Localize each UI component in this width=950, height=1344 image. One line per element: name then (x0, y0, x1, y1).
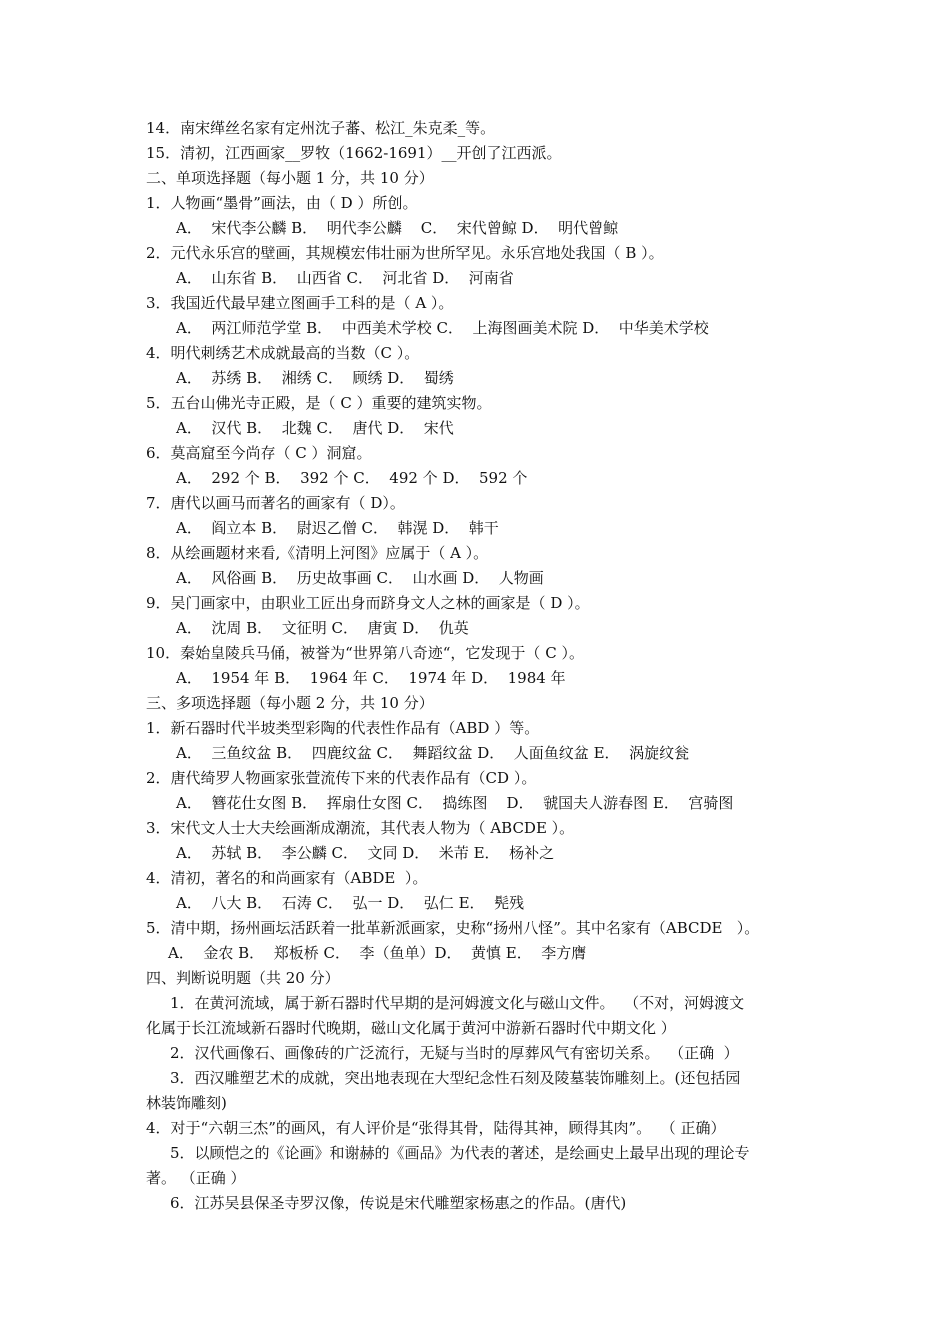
answer-options: A． 簪花仕女图 B． 挥扇仕女图 C． 捣练图 D． 虢国夫人游春图 E． 宫骑图 (176, 794, 734, 812)
statement: 2．汉代画像石、画像砖的广泛流行，无疑与当时的厚葬风气有密切关系。 （正确 ） (170, 1044, 739, 1062)
statement-continued: 林装饰雕刻) (146, 1094, 227, 1112)
question: 2．唐代绮罗人物画家张萱流传下来的代表作品有（CD ）。 (146, 769, 537, 787)
question: 10．秦始皇陵兵马俑，被誉为“世界第八奇迹“，它发现于（ C ）。 (146, 644, 584, 662)
section-heading: 四、判断说明题（共 20 分） (146, 969, 340, 987)
statement: 3．西汉雕塑艺术的成就，突出地表现在大型纪念性石刻及陵墓装饰雕刻上。(还包括园 (170, 1069, 741, 1087)
statement: 4．对于“六朝三杰”的画风，有人评价是“张得其骨，陆得其神，顾得其肉”。 （ 正确） (146, 1119, 726, 1137)
question: 3．宋代文人士大夫绘画渐成潮流，其代表人物为（ ABCDE ）。 (146, 819, 575, 837)
question: 8．从绘画题材来看,《清明上河图》应属于（ A ）。 (146, 544, 489, 562)
answer-options: A． 宋代李公麟 B． 明代李公麟 C． 宋代曾鲸 D． 明代曾鲸 (176, 219, 619, 237)
question: 7．唐代以画马而著名的画家有（ D）。 (146, 494, 405, 512)
answer-options: A． 阎立本 B． 尉迟乙僧 C． 韩滉 D． 韩干 (176, 519, 499, 537)
answer-options: A． 苏轼 B． 李公麟 C． 文同 D． 米芾 E． 杨补之 (176, 844, 555, 862)
answer-options: A． 苏绣 B． 湘绣 C． 顾绣 D． 蜀绣 (176, 369, 454, 387)
answer-options: A． 汉代 B． 北魏 C． 唐代 D． 宋代 (176, 419, 454, 437)
text-line: 14．南宋缂丝名家有定州沈子蕃、松江_朱克柔_等。 (146, 119, 496, 137)
statement-continued: 著。 （正确 ） (146, 1169, 246, 1187)
question: 4．明代刺绣艺术成就最高的当数（C ）。 (146, 344, 420, 362)
question: 2．元代永乐宫的壁画，其规模宏伟壮丽为世所罕见。永乐宫地处我国（ B ）。 (146, 244, 664, 262)
question: 5．五台山佛光寺正殿，是（ C ）重要的建筑实物。 (146, 394, 492, 412)
answer-options: A． 沈周 B． 文征明 C． 唐寅 D． 仇英 (176, 619, 469, 637)
answer-options: A． 山东省 B． 山西省 C． 河北省 D． 河南省 (176, 269, 514, 287)
section-heading: 二、单项选择题（每小题 1 分，共 10 分） (146, 169, 434, 187)
question: 9．吴门画家中，由职业工匠出身而跻身文人之林的画家是（ D ）。 (146, 594, 590, 612)
answer-options: A． 三鱼纹盆 B． 四鹿纹盆 C． 舞蹈纹盆 D． 人面鱼纹盆 E． 涡旋纹瓮 (176, 744, 690, 762)
text-line: 15．清初，江西画家__罗牧（1662-1691）__开创了江西派。 (146, 144, 562, 162)
question: 5．清中期，扬州画坛活跃着一批革新派画家，史称“扬州八怪”。其中名家有（ABCDE ）。 (146, 919, 760, 937)
section-heading: 三、多项选择题（每小题 2 分，共 10 分） (146, 694, 434, 712)
statement-continued: 化属于长江流域新石器时代晚期，磁山文化属于黄河中游新石器时代中期文化 ） (146, 1019, 676, 1037)
answer-options: A． 风俗画 B． 历史故事画 C． 山水画 D． 人物画 (176, 569, 544, 587)
question: 1．新石器时代半坡类型彩陶的代表性作品有（ABD ）等。 (146, 719, 540, 737)
statement: 5．以顾恺之的《论画》和谢赫的《画品》为代表的著述，是绘画史上最早出现的理论专 (170, 1144, 750, 1162)
question: 4．清初，著名的和尚画家有（ABDE ）。 (146, 869, 428, 887)
question: 6．莫高窟至今尚存（ C ）洞窟。 (146, 444, 372, 462)
question: 3．我国近代最早建立图画手工科的是（ A ）。 (146, 294, 454, 312)
answer-options: A． 八大 B． 石涛 C． 弘一 D． 弘仁 E． 髡残 (176, 894, 525, 912)
answer-options: A． 292 个 B． 392 个 C． 492 个 D． 592 个 (176, 469, 528, 487)
answer-options: A． 两江师范学堂 B． 中西美术学校 C． 上海图画美术院 D． 中华美术学校 (176, 319, 709, 337)
statement: 1．在黄河流域，属于新石器时代早期的是河姆渡文化与磁山文件。 （不对，河姆渡文 (170, 994, 745, 1012)
statement: 6．江苏吴县保圣寺罗汉像，传说是宋代雕塑家杨惠之的作品。(唐代) (170, 1194, 627, 1212)
answer-options: A． 金农 B． 郑板桥 C． 李（鱼单）D． 黄慎 E． 李方膺 (168, 944, 587, 962)
answer-options: A． 1954 年 B． 1964 年 C． 1974 年 D． 1984 年 (176, 669, 566, 687)
question: 1．人物画“墨骨”画法，由（ D ）所创。 (146, 194, 418, 212)
